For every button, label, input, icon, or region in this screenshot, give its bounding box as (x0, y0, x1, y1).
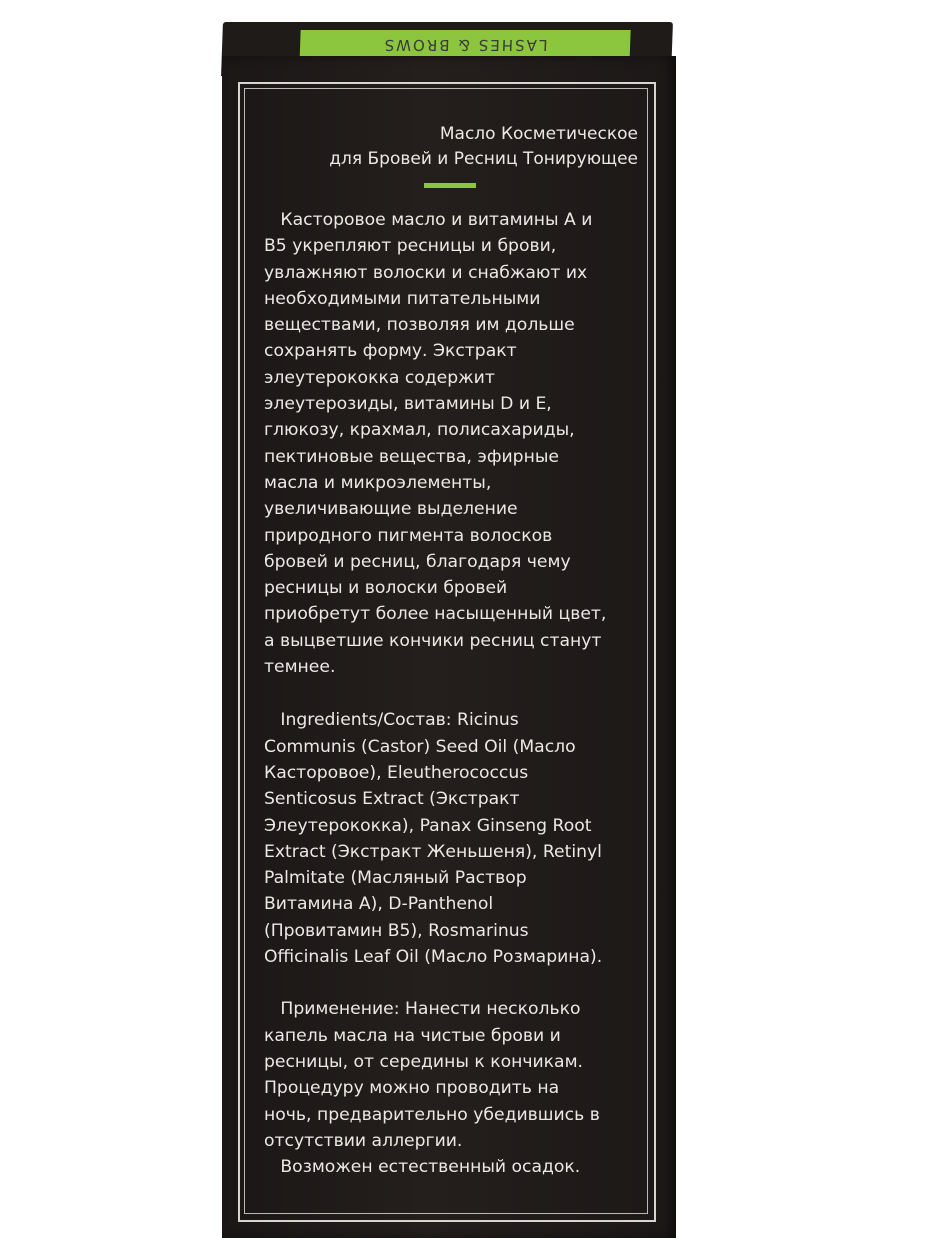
description-paragraph: Касторовое масло и витамины А и В5 укрепляют ресницы и брови, увлажняют волоски и снабжают их необходимыми питательными веществами, позволяя им дольше сохранять форму. Экстракт элеутерококка содержит элеутерозиды, витамины D и Е, глюкозу, крахмал, полисахариды, пектиновые вещества, эфирные масла и микроэлементы, увеличивающие выделение природного пигмента волосков бровей и ресниц, благодаря чему ресницы и волоски бровей приобретут более насыщенный цвет, а выцветшие кончики ресниц станут темнее. (264, 210, 607, 678)
ingredients-paragraph: Ingredients/Состав: Ricinus Communis (Castor) Seed Oil (Масло Касторовое), Eleutherococcus Senticosus Extract (Экстракт Элеутерококка), Panax Ginseng Root Extract (Экстракт Женьшеня), Retinyl Palmitate (Масляный Раствор Витамина А), D-Panthenol (Провитамин В5), Rosmarinus Officinalis Leaf Oil (Масло Розмарина). (264, 710, 603, 968)
panel-content (264, 122, 644, 1180)
green-accent-bar (424, 183, 476, 188)
box-front-panel (222, 56, 676, 1238)
usage-paragraph: Применение: Нанести несколько капель масла на чистые брови и ресницы, от середины к кончикам. Процедуру можно проводить на ночь, предварительно убедившись в отсутствии аллергии. Возможен естественный осадок. (264, 999, 600, 1178)
flap-green-band: LASHES & BROWS (300, 30, 631, 60)
product-title-line-2: для Бровей и Ресниц Тонирующее (329, 149, 638, 169)
product-title (264, 122, 644, 172)
product-title-line-1: Масло Косметическое (439, 124, 638, 144)
